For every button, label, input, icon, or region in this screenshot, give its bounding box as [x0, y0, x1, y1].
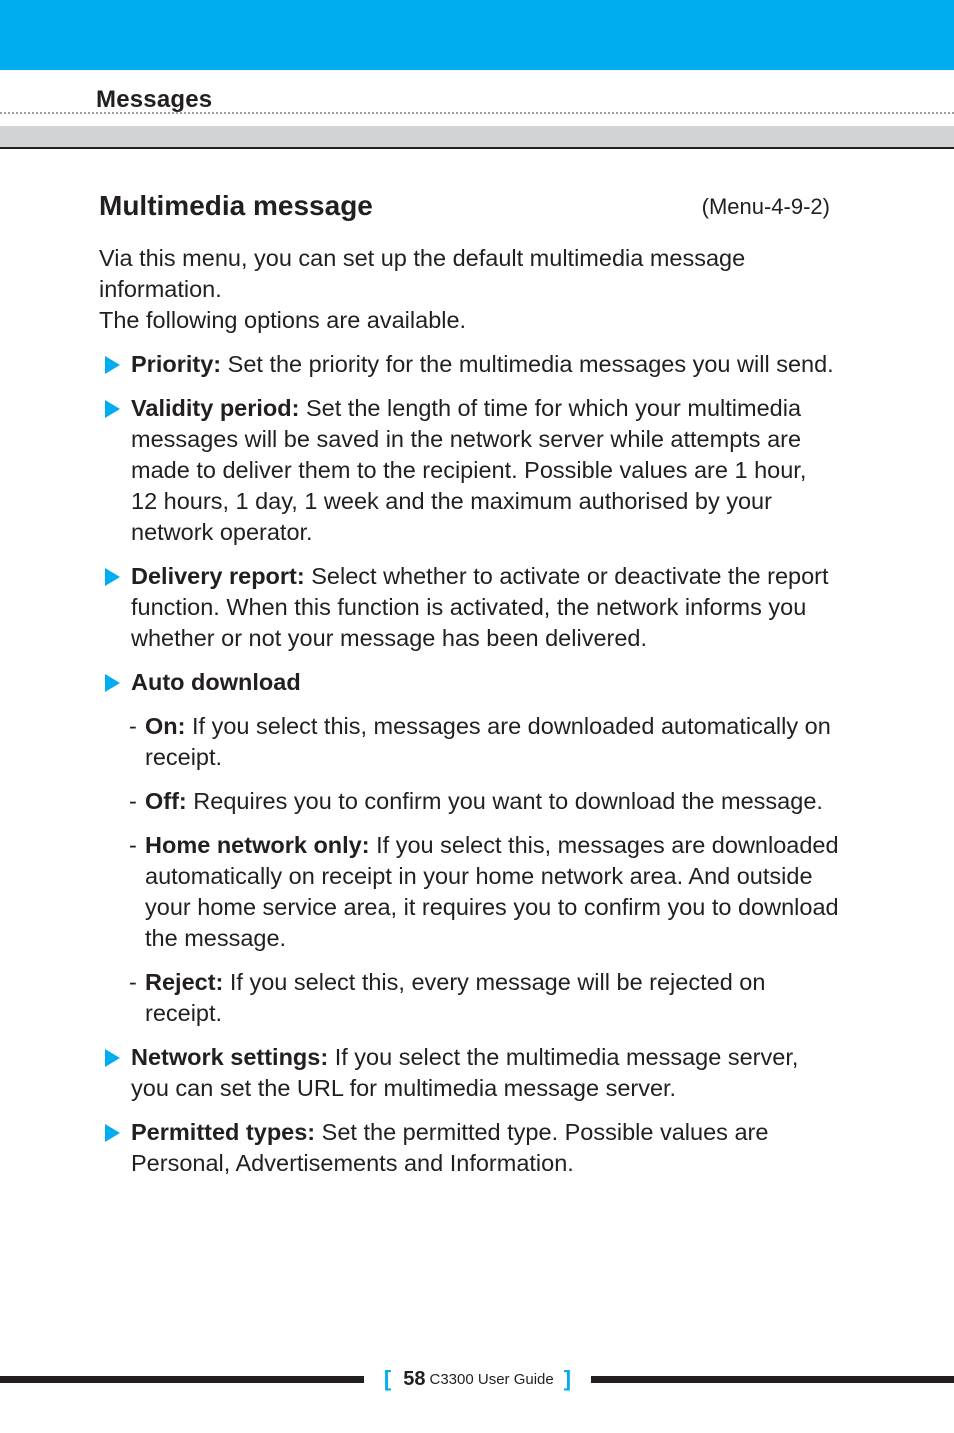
content-body	[99, 243, 839, 1192]
option-validity-period	[99, 393, 839, 548]
guide-title: C3300 User Guide	[429, 1370, 554, 1388]
option-description: Set the priority for the multimedia messages you will send.	[221, 351, 834, 377]
option-description: Set the permitted type. Possible values are Personal, Advertisements and Information.	[131, 1119, 769, 1176]
intro-line: The following options are available.	[99, 307, 467, 333]
dash-marker: -	[129, 832, 137, 858]
option-network-settings	[99, 1042, 839, 1104]
option-description: If you select the multimedia message server, you can set the URL for multimedia message server.	[131, 1044, 799, 1101]
intro-paragraph	[99, 243, 839, 336]
auto-download-off	[99, 786, 839, 817]
footer-rule-right	[591, 1376, 954, 1383]
option-description: Select whether to activate or deactivate the report function. When this function is activated, the network informs you whether or not your message has been delivered.	[131, 563, 829, 651]
dotted-divider	[0, 112, 954, 114]
option-term: Priority:	[131, 351, 222, 377]
arrow-bullet-icon	[105, 1049, 120, 1067]
page-title: Multimedia message	[99, 190, 373, 221]
page-footer	[364, 1366, 591, 1392]
option-term: Delivery report:	[131, 563, 305, 589]
option-term: Permitted types:	[131, 1119, 316, 1145]
option-term: Auto download	[131, 669, 301, 695]
option-permitted-types	[99, 1117, 839, 1179]
menu-code: (Menu-4-9-2)	[701, 194, 830, 219]
suboption-description: If you select this, every message will be rejected on receipt.	[145, 969, 766, 1026]
section-label: Messages	[96, 86, 213, 113]
option-delivery-report	[99, 561, 839, 654]
dash-marker: -	[129, 713, 137, 739]
auto-download-on	[99, 711, 839, 773]
page-number: 58	[403, 1367, 426, 1390]
option-term: Validity period:	[131, 395, 300, 421]
suboption-term: On:	[145, 713, 186, 739]
suboption-description: If you select this, messages are downloaded automatically on receipt.	[145, 713, 831, 770]
footer-bracket-close: ]	[563, 1366, 572, 1391]
dash-marker: -	[129, 788, 137, 814]
suboption-description: Requires you to confirm you want to download the message.	[186, 788, 823, 814]
option-auto-download	[99, 667, 839, 698]
footer-bracket-open: [	[383, 1366, 392, 1391]
suboption-term: Home network only:	[145, 832, 370, 858]
dash-marker: -	[129, 969, 137, 995]
auto-download-home-network-only	[99, 830, 839, 954]
option-description: Set the length of time for which your multimedia messages will be saved in the network server while attempts are made to deliver them to the recipient. Possible values are 1 hour, 12 hours, 1 day, 1 week and the maximum authorised by your network operator.	[131, 395, 807, 545]
footer-rule-left	[0, 1376, 364, 1383]
arrow-bullet-icon	[105, 568, 120, 586]
arrow-bullet-icon	[105, 356, 120, 374]
suboption-term: Reject:	[145, 969, 224, 995]
arrow-bullet-icon	[105, 400, 120, 418]
suboption-description: If you select this, messages are downloaded automatically on receipt in your home network area. And outside your home service area, it requires you to confirm you to download the message.	[145, 832, 839, 951]
header-color-band	[0, 0, 954, 70]
option-term: Network settings:	[131, 1044, 329, 1070]
arrow-bullet-icon	[105, 674, 120, 692]
suboption-term: Off:	[145, 788, 187, 814]
header-gray-band	[0, 126, 954, 149]
auto-download-reject	[99, 967, 839, 1029]
arrow-bullet-icon	[105, 1124, 120, 1142]
intro-line: Via this menu, you can set up the default multimedia message information.	[99, 245, 746, 302]
option-priority	[99, 349, 839, 380]
